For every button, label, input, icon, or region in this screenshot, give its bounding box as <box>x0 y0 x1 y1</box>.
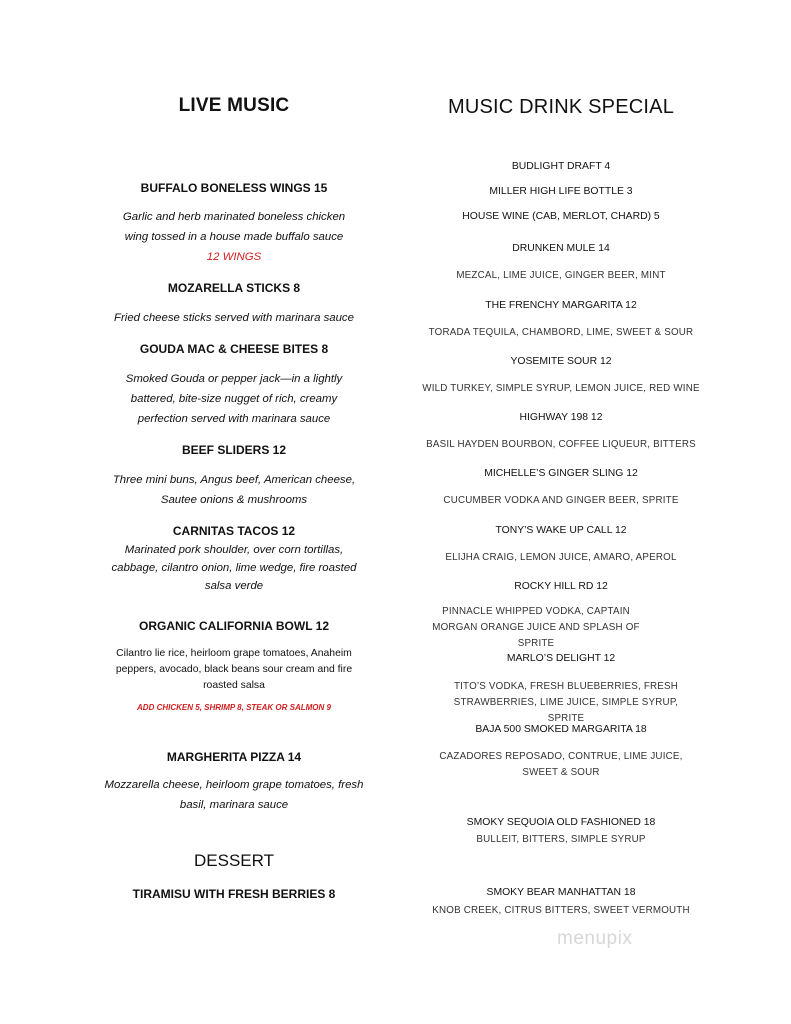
drink-title: HIGHWAY 198 12 <box>519 412 603 423</box>
drink-desc: PINNACLE WHIPPED VODKA, CAPTAIN MORGAN ORANGE JUICE AND SPLASH OF SPRITE <box>432 606 640 649</box>
menu-item-title: MOZARELLA STICKS 8 <box>167 281 301 295</box>
menu-item-title: CARNITAS TACOS 12 <box>172 524 296 538</box>
menu-item-desc: Sautee onions & mushrooms <box>160 494 308 506</box>
menu-item-title: BEEF SLIDERS 12 <box>181 443 287 457</box>
menu-item-desc: roasted salsa <box>203 680 265 691</box>
drink-title: MARLO’S DELIGHT 12 <box>506 653 616 664</box>
drink-title: TONY’S WAKE UP CALL 12 <box>495 525 627 536</box>
drink-title: YOSEMITE SOUR 12 <box>510 356 612 367</box>
drink-title: BAJA 500 SMOKED MARGARITA 18 <box>475 724 647 735</box>
menu-item-title: GOUDA MAC & CHEESE BITES 8 <box>139 342 329 356</box>
menu-item-desc: Mozzarella cheese, heirloom grape tomatoes, fresh <box>104 779 364 791</box>
drink-title: DRUNKEN MULE 14 <box>512 243 610 254</box>
menu-item-desc: Fried cheese sticks served with marinara sauce <box>114 312 354 324</box>
menu-item-title: MARGHERITA PIZZA 14 <box>166 750 302 764</box>
drink-desc: CAZADORES REPOSADO, CONTRUE, LIME JUICE, SWEET & SOUR <box>439 751 683 778</box>
drink-desc: TORADA TEQUILA, CHAMBORD, LIME, SWEET & SOUR <box>428 327 694 338</box>
drink-title: SMOKY SEQUOIA OLD FASHIONED 18 <box>466 817 656 828</box>
drink-desc: MEZCAL, LIME JUICE, GINGER BEER, MINT <box>456 270 666 281</box>
drink-special-heading: MUSIC DRINK SPECIAL <box>447 96 675 118</box>
drink-desc: BASIL HAYDEN BOURBON, COFFEE LIQUEUR, BITTERS <box>426 439 696 450</box>
menu-item-desc: Smoked Gouda or pepper jack—in a lightly <box>125 373 343 385</box>
menu-item-desc: peppers, avocado, black beans sour cream and fire <box>115 664 353 675</box>
menu-item-desc: Garlic and herb marinated boneless chicken <box>122 211 346 223</box>
dessert-heading: DESSERT <box>194 851 274 870</box>
menu-item-desc: Cilantro lie rice, heirloom grape tomatoes, Anaheim <box>116 648 352 659</box>
menu-item-desc: cabbage, cilantro onion, lime wedge, fire roasted <box>111 562 357 574</box>
menu-item-title: BUFFALO BONELESS WINGS 15 <box>140 181 328 195</box>
menu-item-desc: basil, marinara sauce <box>179 799 289 811</box>
menu-item-desc: perfection served with marinara sauce <box>137 413 331 425</box>
drink-title: THE FRENCHY MARGARITA 12 <box>485 300 637 311</box>
menu-item-desc: wing tossed in a house made buffalo sauce <box>124 231 344 243</box>
drink-desc: BULLEIT, BITTERS, SIMPLE SYRUP <box>476 834 646 845</box>
drink-title: HOUSE WINE (CAB, MERLOT, CHARD) 5 <box>462 211 660 222</box>
drink-desc: KNOB CREEK, CITRUS BITTERS, SWEET VERMOUTH <box>432 905 690 916</box>
drink-title: SMOKY BEAR MANHATTAN 18 <box>486 887 636 898</box>
drink-desc: WILD TURKEY, SIMPLE SYRUP, LEMON JUICE, RED WINE <box>422 383 700 394</box>
menu-item-desc: salsa verde <box>204 580 264 592</box>
drink-desc: CUCUMBER VODKA AND GINGER BEER, SPRITE <box>443 495 679 506</box>
live-music-heading: LIVE MUSIC <box>178 95 290 116</box>
menu-item-desc: Three mini buns, Angus beef, American cheese, <box>112 474 356 486</box>
menu-item-note: ADD CHICKEN 5, SHRIMP 8, STEAK OR SALMON 9 <box>137 703 331 712</box>
drink-title: BUDLIGHT DRAFT 4 <box>511 161 611 172</box>
dessert-item: TIRAMISU WITH FRESH BERRIES 8 <box>132 887 336 901</box>
menupix-watermark: menupix <box>557 928 633 949</box>
menu-item-title: ORGANIC CALIFORNIA BOWL 12 <box>138 619 329 633</box>
drink-title: ROCKY HILL RD 12 <box>514 581 608 592</box>
drink-desc: ELIJHA CRAIG, LEMON JUICE, AMARO, APEROL <box>445 552 677 563</box>
drink-title: MILLER HIGH LIFE BOTTLE 3 <box>489 186 633 197</box>
menu-item-desc: Marinated pork shoulder, over corn tortillas, <box>124 544 344 556</box>
menu-item-desc: battered, bite-size nugget of rich, creamy <box>130 393 338 405</box>
drink-desc: TITO’S VODKA, FRESH BLUEBERRIES, FRESH STRAWBERRIES, LIME JUICE, SIMPLE SYRUP, SPRITE <box>453 681 679 724</box>
menu-item-note: 12 WINGS <box>206 251 262 263</box>
drink-title: MICHELLE’S GINGER SLING 12 <box>484 468 638 479</box>
